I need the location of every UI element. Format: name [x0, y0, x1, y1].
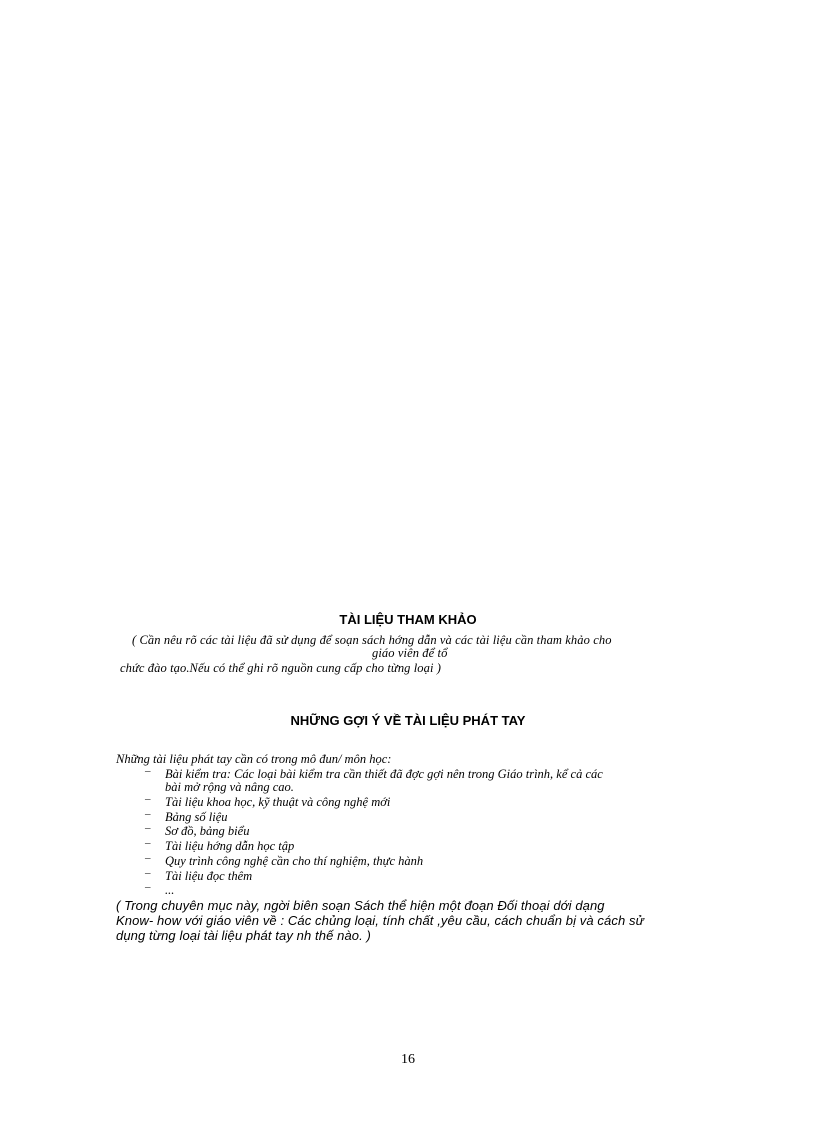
handouts-intro: Những tài liệu phát tay cần có trong mô đun/ môn học: [116, 752, 392, 766]
dash-bullet: – [145, 822, 151, 834]
dash-bullet: – [145, 881, 151, 893]
list-item-text: Bài kiểm tra: Các loại bài kiểm tra cần thiết đã đợc gợi nên trong Giáo trình, kể cả các [165, 767, 603, 781]
list-item-text: Quy trình công nghệ cần cho thí nghiệm, thực hành [165, 854, 424, 868]
list-item-text-continued: bài mở rộng và nâng cao. [165, 780, 294, 794]
dash-bullet: – [145, 765, 151, 777]
dash-bullet: – [145, 837, 151, 849]
list-item-text: Bảng số liệu [165, 810, 228, 824]
dash-bullet: – [145, 793, 151, 805]
list-item-text: Sơ đồ, bảng biểu [165, 824, 250, 838]
handouts-title: NHỮNG GỢI Ý VỀ TÀI LIỆU PHÁT TAY [290, 713, 526, 728]
handouts-closing-line-3: dụng từng loại tài liệu phát tay nh thế nào. ) [116, 928, 371, 943]
references-note-line-3: chức đào tạo.Nếu có thể ghi rõ nguồn cung cấp cho từng loại ) [120, 661, 442, 675]
handouts-closing-line-2: Know- how với giáo viên về : Các chủng loại, tính chất ,yêu cầu, cách chuẩn bị và cách sử [116, 913, 644, 928]
references-note-line-1: ( Cần nêu rõ các tài liệu đã sử dụng để soạn sách hớng dẫn và các tài liệu cần tham khảo cho [132, 633, 612, 647]
list-item-text: Tài liệu khoa học, kỹ thuật và công nghệ mới [165, 795, 391, 809]
dash-bullet: – [145, 808, 151, 820]
references-title: TÀI LIỆU THAM KHẢO [339, 612, 477, 627]
list-item-text: Tài liệu đọc thêm [165, 869, 253, 883]
references-note-line-2: giáo viên để tổ [372, 646, 448, 660]
list-item-text: Tài liệu hớng dẫn học tập [165, 839, 295, 853]
dash-bullet: – [145, 852, 151, 864]
page-number: 16 [401, 1052, 415, 1067]
list-item-text: ... [165, 883, 175, 897]
handouts-closing-line-1: ( Trong chuyên mục này, ngời biên soạn Sách thể hiện một đoạn Đối thoại dới dạng [116, 898, 605, 913]
dash-bullet: – [145, 867, 151, 879]
